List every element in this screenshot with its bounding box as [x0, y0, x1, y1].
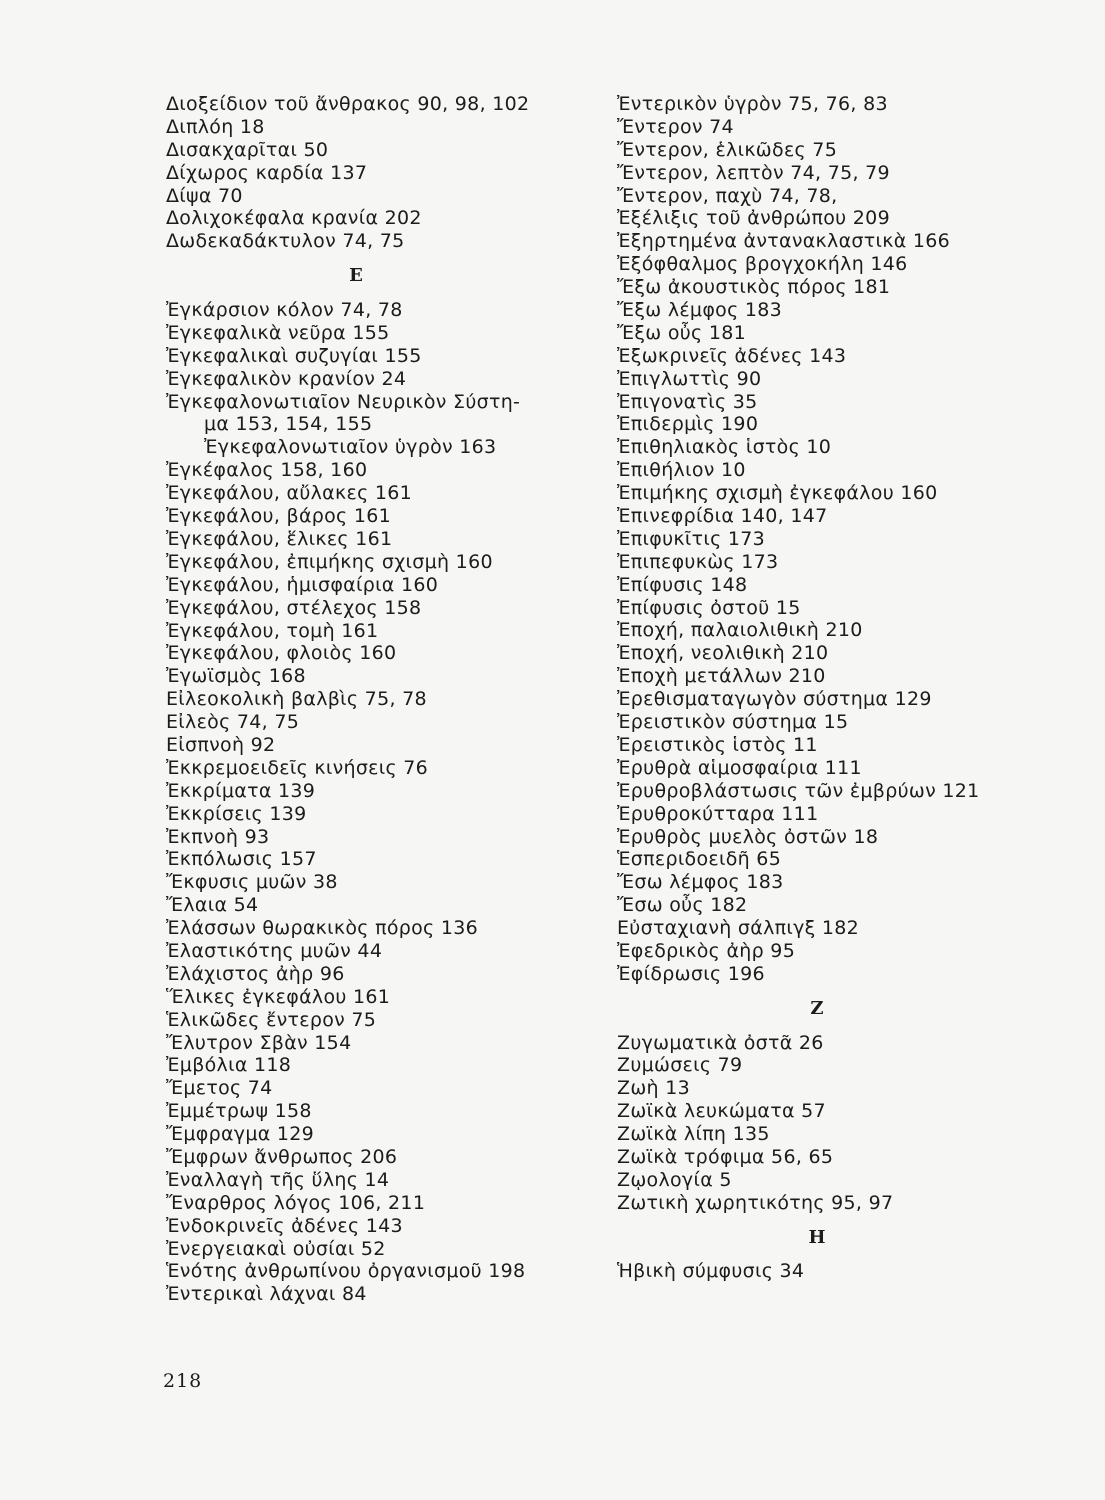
index-block-e	[166, 299, 636, 1306]
index-entry: Ἐγκάρσιον κόλον 74, 78	[166, 299, 403, 322]
left-column	[166, 93, 636, 1306]
index-entry: Ἐγκεφάλου, ἡμισφαίρια 160	[166, 573, 439, 596]
index-entry: Ζωϊκὰ λίπη 135	[617, 1123, 770, 1146]
index-entry: Ζυμώσεις 79	[617, 1054, 743, 1077]
index-entry: Ἐντερικὸν ὑγρὸν 75, 76, 83	[617, 93, 888, 115]
index-entry: Ἐγκεφάλου, ἐπιμήκης σχισμὴ 160	[166, 550, 493, 573]
index-entry: Ἔναρθρος λόγος 106, 211	[166, 1191, 426, 1214]
index-entry: Εἰλεοκολικὴ βαλβὶς 75, 78	[166, 688, 427, 711]
index-entry: Ἐξηρτημένα ἀντανακλαστικὰ 166	[617, 230, 951, 253]
index-entry: Ἐφεδρικὸς ἀὴρ 95	[617, 939, 796, 962]
index-entry: Ἐπιθήλιον 10	[617, 459, 746, 482]
index-entry: Ἔξω οὖς 181	[617, 321, 746, 344]
index-entry: Ἐλάχιστος ἀὴρ 96	[166, 962, 345, 985]
index-entry: Ζωτικὴ χωρητικότης 95, 97	[617, 1191, 894, 1214]
index-entry: Ἐποχὴ μετάλλων 210	[617, 665, 826, 688]
index-entry: Ἔκφυσις μυῶν 38	[166, 871, 338, 894]
index-entry: Ἐγκεφαλονωτιαῖον Νευρικὸν Σύστη-	[166, 390, 521, 413]
index-block-h	[617, 1260, 1057, 1283]
index-entry: Ἔξω λέμφος 183	[617, 299, 783, 322]
index-entry: Ἐγκεφάλου, φλοιὸς 160	[166, 642, 397, 665]
index-entry: Ἐρειστικὸς ἱστὸς 11	[617, 733, 818, 756]
index-entry: Ἑνότης ἀνθρωπίνου ὀργανισμοῦ 198	[166, 1260, 526, 1283]
index-entry: Ἐκπνοὴ 93	[166, 825, 270, 848]
index-entry: Ἑλικῶδες ἔντερον 75	[166, 1008, 377, 1031]
index-entry: Ἐνεργειακαὶ οὐσίαι 52	[166, 1237, 386, 1260]
index-entry: Ἔντερον 74	[617, 115, 734, 138]
index-entry-continuation: μα 153, 154, 155	[204, 413, 373, 436]
index-entry: Ἐπίφυσις 148	[617, 573, 748, 596]
index-entry: Ἔσω λέμφος 183	[617, 871, 784, 894]
index-entry: Ἐγκεφάλου, τομὴ 161	[166, 619, 379, 642]
index-entry: Ἐρυθροκύτταρα 111	[617, 802, 819, 825]
index-entry: Ἐγκεφαλικὰ νεῦρα 155	[166, 321, 390, 344]
index-entry: Ζωϊκὰ τρόφιμα 56, 65	[617, 1145, 834, 1168]
index-entry: Ἐρυθροβλάστωσις τῶν ἐμβρύων 121	[617, 779, 980, 802]
index-block-d-end	[166, 93, 636, 253]
index-entry: Ἐλάσσων θωρακικὸς πόρος 136	[166, 917, 478, 940]
index-entry: Ζωὴ 13	[617, 1077, 690, 1100]
index-entry: Ἐναλλαγὴ τῆς ὕλης 14	[166, 1168, 390, 1191]
index-entry: Ἔλαια 54	[166, 894, 259, 917]
index-entry: Ἕλικες ἐγκεφάλου 161	[166, 985, 391, 1008]
index-entry: Ἔντερον, λεπτὸν 74, 75, 79	[617, 161, 890, 184]
index-entry: Διοξείδιον τοῦ ἄνθρακος 90, 98, 102	[166, 93, 530, 115]
index-entry: Ἐγκέφαλος 158, 160	[166, 459, 368, 482]
section-heading-e: Ε	[349, 265, 363, 287]
index-entry: Ἐποχή, νεολιθικὴ 210	[617, 642, 829, 665]
index-block-z	[617, 1032, 1057, 1215]
index-entry: Ἔλυτρον Σβὰν 154	[166, 1031, 352, 1054]
index-entry: Δολιχοκέφαλα κρανία 202	[166, 207, 422, 230]
index-entry: Ἐμμέτρωψ 158	[166, 1100, 312, 1123]
index-entry: Ἐγκεφάλου, στέλεχος 158	[166, 596, 422, 619]
index-entry: Ἐπιγονατὶς 35	[617, 390, 758, 413]
index-entry: Ἐξωκρινεῖς ἀδένες 143	[617, 344, 847, 367]
index-entry: Ἔμφραγμα 129	[166, 1123, 315, 1146]
index-entry: Ἐκκρίματα 139	[166, 779, 316, 802]
index-entry: Εὐσταχιανὴ σάλπιγξ 182	[617, 917, 860, 940]
index-entry: Ἐγκεφαλικὸν κρανίον 24	[166, 367, 407, 390]
index-entry-subentry: Ἐγκεφαλονωτιαῖον ὑγρὸν 163	[204, 436, 497, 459]
index-entry: Ἐρειστικὸν σύστημα 15	[617, 711, 849, 734]
index-entry: Διπλόη 18	[166, 115, 265, 138]
index-entry: Ἔντερον, ἑλικῶδες 75	[617, 138, 838, 161]
index-entry: Ἐντερικαὶ λάχναι 84	[166, 1283, 367, 1306]
index-entry: Δίχωρος καρδία 137	[166, 161, 368, 184]
index-entry: Ἔμετος 74	[166, 1077, 273, 1100]
index-entry: Ἐπιθηλιακὸς ἱστὸς 10	[617, 436, 832, 459]
index-entry: Ἡβικὴ σύμφυσις 34	[617, 1260, 805, 1283]
index-entry: Ἐκκρεμοειδεῖς κινήσεις 76	[166, 756, 429, 779]
index-entry: Ἐκκρίσεις 139	[166, 802, 307, 825]
right-column	[617, 93, 1057, 1283]
index-entry: Ἐπιφυκῖτις 173	[617, 527, 766, 550]
index-entry: Ἐρυθρὸς μυελὸς ὀστῶν 18	[617, 825, 879, 848]
index-entry: Ἐπιμήκης σχισμὴ ἐγκεφάλου 160	[617, 482, 938, 505]
index-entry: Ἐγκεφάλου, βάρος 161	[166, 505, 392, 528]
index-entry: Εἰλεὸς 74, 75	[166, 711, 300, 734]
index-entry: Ζωϊκὰ λευκώματα 57	[617, 1100, 826, 1123]
index-block-e-continued	[617, 93, 1057, 986]
index-entry: Ἐγωϊσμὸς 168	[166, 665, 306, 688]
index-entry: Ἐποχή, παλαιολιθικὴ 210	[617, 619, 863, 642]
index-entry: Ἐγκεφαλικαὶ συζυγίαι 155	[166, 344, 422, 367]
index-entry: Ἐρεθισματαγωγὸν σύστημα 129	[617, 688, 932, 711]
index-entry: Ἐγκεφάλου, ἕλικες 161	[166, 527, 393, 550]
index-entry: Ἑσπεριδοειδῆ 65	[617, 848, 782, 871]
index-entry: Δίψα 70	[166, 184, 243, 207]
index-entry: Ἔσω οὖς 182	[617, 894, 748, 917]
index-entry: Ἐρυθρὰ αἱμοσφαίρια 111	[617, 756, 862, 779]
index-entry: Ἐξέλιξις τοῦ ἀνθρώπου 209	[617, 207, 890, 230]
index-entry: Ἐπιγλωττὶς 90	[617, 367, 762, 390]
index-entry: Ζῳολογία 5	[617, 1168, 732, 1191]
index-entry: Ἐλαστικότης μυῶν 44	[166, 939, 383, 962]
index-entry: Ἐξόφθαλμος βρογχοκήλη 146	[617, 253, 908, 276]
index-entry: Ἐπίφυσις ὀστοῦ 15	[617, 596, 801, 619]
index-entry: Δωδεκαδάκτυλον 74, 75	[166, 230, 405, 253]
section-heading-z: Ζ	[810, 997, 824, 1019]
index-entry: Ἐπινεφρίδια 140, 147	[617, 505, 828, 528]
section-heading-h: Η	[808, 1226, 826, 1248]
index-entry: Ἐνδοκρινεῖς ἀδένες 143	[166, 1214, 403, 1237]
index-entry: Ἐπιπεφυκὼς 173	[617, 550, 779, 573]
index-entry: Ἐφίδρωσις 196	[617, 962, 765, 985]
index-entry: Ἔξω ἀκουστικὸς πόρος 181	[617, 276, 891, 299]
index-entry: Ζυγωματικὰ ὀστᾶ 26	[617, 1031, 824, 1054]
index-entry: Ἐκπόλωσις 157	[166, 848, 317, 871]
page-number: 218	[163, 1370, 203, 1392]
index-entry: Ἐγκεφάλου, αὔλακες 161	[166, 482, 413, 505]
index-entry: Ἔντερον, παχὺ 74, 78,	[617, 184, 838, 207]
index-entry: Εἰσπνοὴ 92	[166, 733, 276, 756]
index-entry: Ἔμφρων ἄνθρωπος 206	[166, 1145, 398, 1168]
index-entry: Δισακχαρῖται 50	[166, 138, 329, 161]
index-entry: Ἐπιδερμὶς 190	[617, 413, 759, 436]
index-entry: Ἐμβόλια 118	[166, 1054, 292, 1077]
